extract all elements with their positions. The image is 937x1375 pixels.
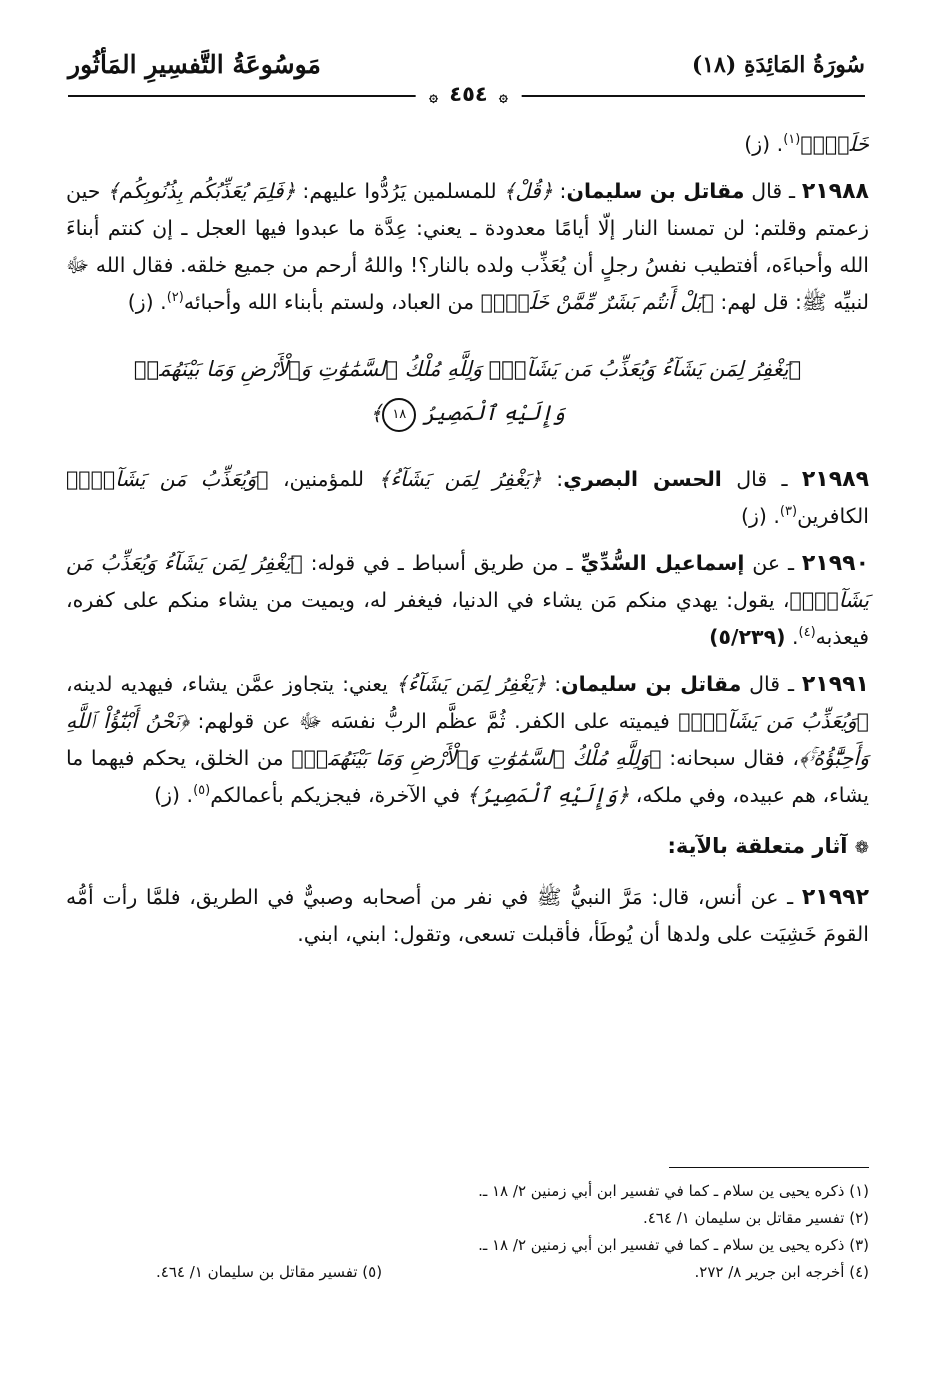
text: حين زعمتم وقلتم: لن تمسنا النار إلّا أيامًا معدودة ـ يعني: عِدَّة ما عبدوا فيها العجل ـ إن كنتم أبناءَ الله وأحباءَه، أفتطيب نفسُ رجلٍ أن يُعَذِّب ولده بالنار؟! واللهُ أرحم من جميع خلقه. فقال الله ﷻ لنبيِّه ﷺ: قل لهم: [66, 179, 869, 314]
narration-21989 [66, 461, 869, 535]
ayah-number-badge: ١٨ [382, 398, 416, 432]
text: ، فقال سبحانه: [661, 746, 799, 770]
verse-line-2 [66, 391, 869, 435]
footnote-1: (١) ذكره يحيى ين سلام ـ كما في تفسير ابن أبي زمنين ٢/ ١٨ ـ. [478, 1182, 869, 1200]
verse-line-1: ﴿يَغْفِرُ لِمَن يَشَآءُ وَيُعَذِّبُ مَن يَشَآءُۚ وَلِلَّهِ مُلْكُ ٱلسَّمَٰوَٰتِ وَٱلْأَرْضِ وَمَا بَيْنَهُمَاۖ [133, 357, 802, 381]
text: من العباد، ولستم بأبناء الله وأحبائه [183, 290, 481, 314]
text: : [546, 672, 562, 696]
footnote-marker: (١) [783, 132, 801, 148]
footnote-rule [669, 1167, 869, 1168]
ornament-icon: ۞ [429, 87, 438, 105]
text: : [552, 179, 567, 203]
narration-number: ٢١٩٨٩ [801, 467, 869, 492]
text: ـ قال [721, 467, 802, 491]
footnote-marker: (٤) [798, 625, 816, 641]
footnotes [66, 1178, 869, 1286]
ornament-icon: ۞ [499, 87, 508, 105]
text: للمسلمين يَرُدُّوا عليهم: [295, 179, 504, 203]
text: . (ز) [127, 290, 167, 314]
quran-quote: ﴿يَغْفِرُ لِمَن يَشَآءُ وَيُعَذِّبُ مَن يَشَآءُۚ﴾ [66, 551, 869, 612]
text: . [785, 625, 799, 649]
text: من الخلق، يحكم فيهما ما يشاء، هم عبيده، وفي ملكه، [66, 746, 869, 807]
narration-21991 [66, 666, 869, 814]
quran-quote: ﴿قُلْ﴾ [503, 179, 553, 203]
narration-21990 [66, 545, 869, 656]
narrator-name: إسماعيل السُّدِّيِّ [580, 551, 745, 575]
verse-text: وَإِلَيْهِ ٱلْمَصِيرُ [422, 401, 566, 425]
text: ، يقول: يهدي منكم مَن يشاء في الدنيا، فيغفر له، ويميت من يشاء منكم على كفره، فيعذبه [66, 588, 869, 649]
surah-header: سُورَةُ المَائِدَةِ (١٨) [691, 52, 865, 78]
text: ـ قال [741, 672, 802, 696]
narration-number: ٢١٩٩٠ [801, 551, 869, 576]
text: للمؤمنين، [268, 467, 379, 491]
footnote-2: (٢) تفسير مقاتل بن سليمان ١/ ٤٦٤. [642, 1209, 869, 1227]
quran-quote: ﴿وَيُعَذِّبُ مَن يَشَآءُۚ﴾ [678, 709, 869, 733]
text: : [541, 467, 564, 491]
verse-bracket: ﴾ [369, 401, 383, 425]
narrator-name: الحسن البصري [563, 467, 722, 491]
quran-quote: خَلَقَۚ﴾ [800, 132, 869, 156]
text: ـ قال [744, 179, 802, 203]
quran-quote: ﴿يَغْفِرُ لِمَن يَشَآءُ﴾ [395, 672, 547, 696]
narration-21988 [66, 173, 869, 321]
footnote-marker: (٢) [166, 290, 184, 306]
continuation-fragment [66, 126, 869, 163]
quran-quote: ﴿بَلْ أَنتُم بَشَرٌ مِّمَّنْ خَلَقَۚ﴾ [480, 290, 714, 314]
footnote-4: (٤) أخرجه ابن جرير ٨/ ٢٧٢. [694, 1263, 869, 1281]
quran-quote: ﴿نَحْنُ أَبْنَٰٓؤُاْ ٱللَّهِ وَأَحِبَّٰٓؤُهُۥۚ﴾ [66, 709, 869, 770]
text: . (ز) [744, 132, 784, 156]
quran-quote: ﴿يَغْفِرُ لِمَن يَشَآءُ﴾ [378, 467, 542, 491]
footnote-row [66, 1259, 869, 1286]
narrator-name: مقاتل بن سليمان [561, 672, 742, 696]
book-title-header: مَوسُوعَةُ التَّفسِيرِ المَأثُور [68, 50, 321, 79]
volume-reference: (٥/٢٣٩) [709, 625, 786, 649]
text: يعني: يتجاوز عمَّن يشاء، فيهديه لدينه، [66, 672, 396, 696]
text: ـ عن [744, 551, 802, 575]
page-number-box [415, 82, 522, 106]
narration-number: ٢١٩٩٢ [801, 885, 869, 910]
quran-quote: ﴿وَإِلَيْهِ ٱلْمَصِيرُ﴾ [466, 783, 630, 807]
text: الكافرين [797, 504, 869, 528]
narration-number: ٢١٩٩١ [801, 672, 869, 697]
flower-icon: ❁ [854, 838, 869, 858]
quran-quote: ﴿وَلِلَّهِ مُلْكُ ٱلسَّمَٰوَٰتِ وَٱلْأَرْضِ وَمَا بَيْنَهُمَاۖ﴾ [291, 746, 662, 770]
footnote-5: (٥) تفسير مقاتل بن سليمان ١/ ٤٦٤. [156, 1263, 383, 1281]
footnote-marker: (٣) [779, 504, 798, 520]
text: . (ز) [154, 783, 194, 807]
text: ـ من طريق أسباط ـ في قوله: [302, 551, 581, 575]
text: ـ عن أنس، قال: مَرَّ النبيُّ ﷺ في نفر من أصحابه وصبيٌّ في الطريق، فلمَّا رأت أمُّه القومَ خَشِيَت على ولدها أن يُوطَأ، فأقبلت تسعى، وتقول: ابني، ابني. [66, 885, 869, 946]
text: . (ز) [740, 504, 780, 528]
verse-block [66, 347, 869, 435]
narrator-name: مقاتل بن سليمان [566, 179, 745, 203]
footnote-marker: (٥) [193, 783, 211, 799]
quran-quote: ﴿فَلِمَ يُعَذِّبُكُم بِذُنُوبِكُم﴾ [107, 179, 296, 203]
footnote-3: (٣) ذكره يحيى ين سلام ـ كما في تفسير ابن أبي زمنين ٢/ ١٨ ـ. [478, 1236, 869, 1254]
section-heading [66, 828, 869, 867]
section-title: آثار متعلقة بالآية: [667, 834, 848, 858]
narration-21992 [66, 879, 869, 953]
quran-quote: ﴿وَيُعَذِّبُ مَن يَشَآءُۚ﴾ [66, 467, 269, 491]
text: فيميته على الكفر. ثُمَّ عظَّم الربُّ نفسَه ﷻ عن قولهم: [189, 709, 679, 733]
page-number: ٤٥٤ [449, 82, 488, 106]
text: في الآخرة، فيجزيكم بأعمالكم [210, 783, 467, 807]
page-body [66, 126, 869, 963]
narration-number: ٢١٩٨٨ [801, 179, 869, 204]
